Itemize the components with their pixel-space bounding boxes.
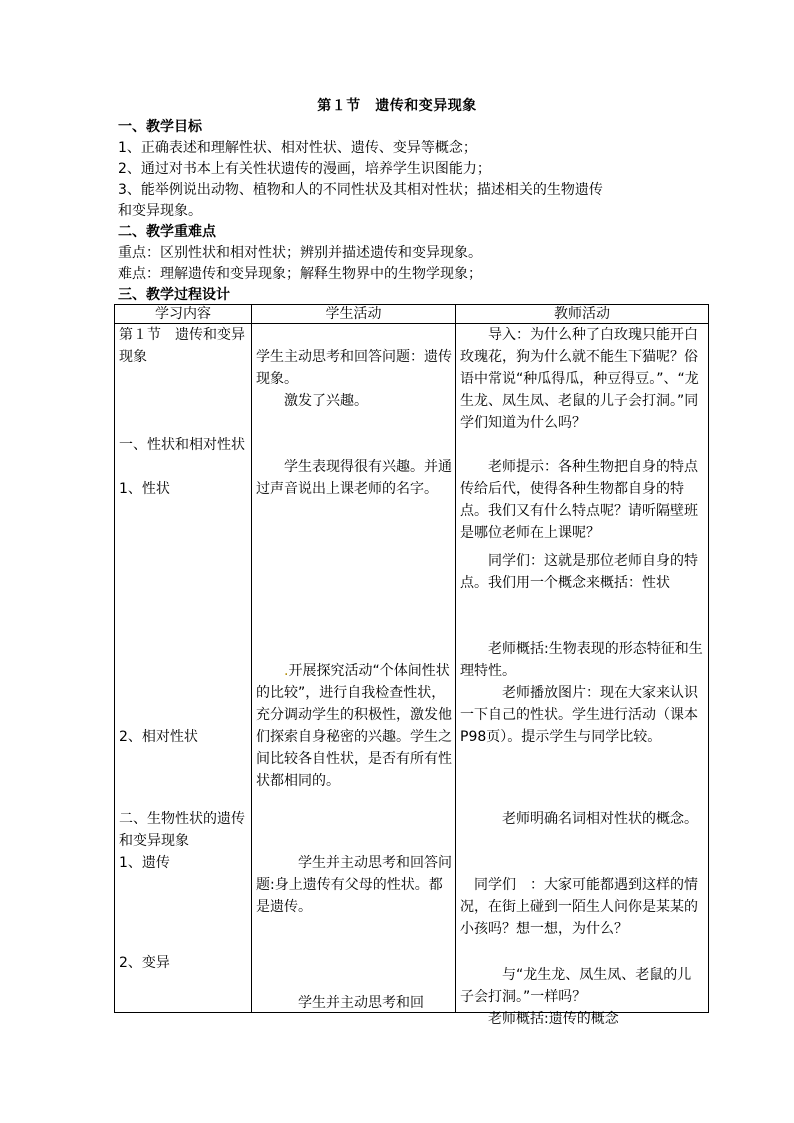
- teacher-activity-pictures: 老师播放图片：现在大家来认识一下自己的性状。学生进行活动（课本P98页）。提示学生与同学比较。: [460, 685, 698, 745]
- teacher-activity-hint: 老师提示：各种生物把自身的特点传给后代，使得各种生物都自身的特点。我们又有什么特点呢？请听隔壁班是哪位老师在上课呢？: [460, 459, 698, 541]
- student-activity-6: 学生并主动思考和回: [298, 995, 424, 1011]
- content-item-heredity: 1、遗传: [119, 855, 170, 871]
- teacher-activity-trait-concept: 同学们：这就是那位老师自身的特点。我们用一个概念来概括：性状: [460, 553, 698, 591]
- student-activity-2: 激发了兴趣。: [284, 393, 368, 409]
- keypoints-heading: 二、教学重难点: [118, 224, 216, 240]
- goals-heading: 一、教学目标: [118, 119, 202, 135]
- content-item-relative-trait: 2、相对性状: [119, 729, 198, 745]
- teacher-activity-column: [456, 324, 709, 1027]
- key-point: 重点：区别性状和相对性状；辨别并描述遗传和变异现象。: [118, 245, 482, 261]
- table-header-row: [115, 305, 709, 324]
- goal-item-3-continued: 和变异现象。: [118, 203, 202, 219]
- content-column: [115, 324, 252, 1013]
- content-heading-heredity: 二、生物性状的遗传和变异现象: [119, 811, 245, 849]
- difficult-point: 难点：理解遗传和变异现象；解释生物界中的生物学现象；: [118, 266, 482, 282]
- content-item-trait: 1、性状: [119, 481, 170, 497]
- teacher-activity-compare: 与“龙生龙、凤生凤、老鼠的儿子会打洞。”一样吗？: [460, 967, 692, 1005]
- page-title: 第１节 遗传和变异现象: [317, 98, 477, 114]
- student-activity-4: [256, 660, 452, 792]
- process-heading: 三、教学过程设计: [118, 287, 230, 303]
- student-activity-column: [252, 324, 456, 1013]
- student-activity-5: 学生并主动思考和回答问题:身上遗传有父母的性状。都是遗传。: [256, 855, 452, 915]
- teacher-activity-intro: 导入：为什么种了白玫瑰只能开白玫瑰花，狗为什么就不能生下猫呢？俗语中常说“种瓜得瓜，种豆得豆。”、“龙生龙、凤生凤、老鼠的儿子会打洞。”同学们知道为什么吗？: [460, 327, 699, 431]
- student-activity-4-mark: .: [284, 663, 289, 679]
- goal-item-3: 3、能举例说出动物、植物和人的不同性状及其相对性状；描述相关的生物遗传: [118, 182, 603, 198]
- column-header-student: 学生活动: [252, 305, 456, 324]
- teacher-activity-relative-trait: 老师明确名词相对性状的概念。: [502, 811, 698, 827]
- student-activity-3: 学生表现得很有兴趣。并通过声音说出上课老师的名字。: [256, 459, 452, 497]
- student-activity-1: 学生主动思考和回答问题：遗传现象。: [256, 349, 452, 387]
- student-activity-4-text: 开展探究活动“个体间性状的比较”，进行自我检查性状，充分调动学生的积极性，激发他们探索自身秘密的兴趣。学生之间比较各自性状，是否有所有性状都相同的。: [256, 663, 452, 789]
- column-header-teacher: 教师活动: [456, 305, 709, 324]
- table-row: [115, 324, 709, 1013]
- column-header-content: 学习内容: [115, 305, 252, 324]
- goal-item-2: 2、通过对书本上有关性状遗传的漫画，培养学生识图能力；: [118, 161, 491, 177]
- teacher-activity-heredity-concept: 老师概括:遗传的概念: [488, 1011, 619, 1027]
- content-section-title: 第１节 遗传和变异现象: [119, 327, 245, 365]
- goal-item-1: 1、正确表述和理解性状、相对性状、遗传、变异等概念；: [118, 140, 477, 156]
- content-item-variation: 2、变异: [119, 955, 170, 971]
- lesson-plan-table: [114, 304, 709, 1027]
- teacher-activity-summary-trait: 老师概括:生物表现的形态特征和生理特性。: [460, 641, 703, 679]
- teacher-activity-question: 同学们 ：大家可能都遇到这样的情况，在街上碰到一陌生人问你是某某的小孩吗？想一想，为什么？: [460, 877, 698, 937]
- content-heading-traits: 一、性状和相对性状: [119, 437, 245, 453]
